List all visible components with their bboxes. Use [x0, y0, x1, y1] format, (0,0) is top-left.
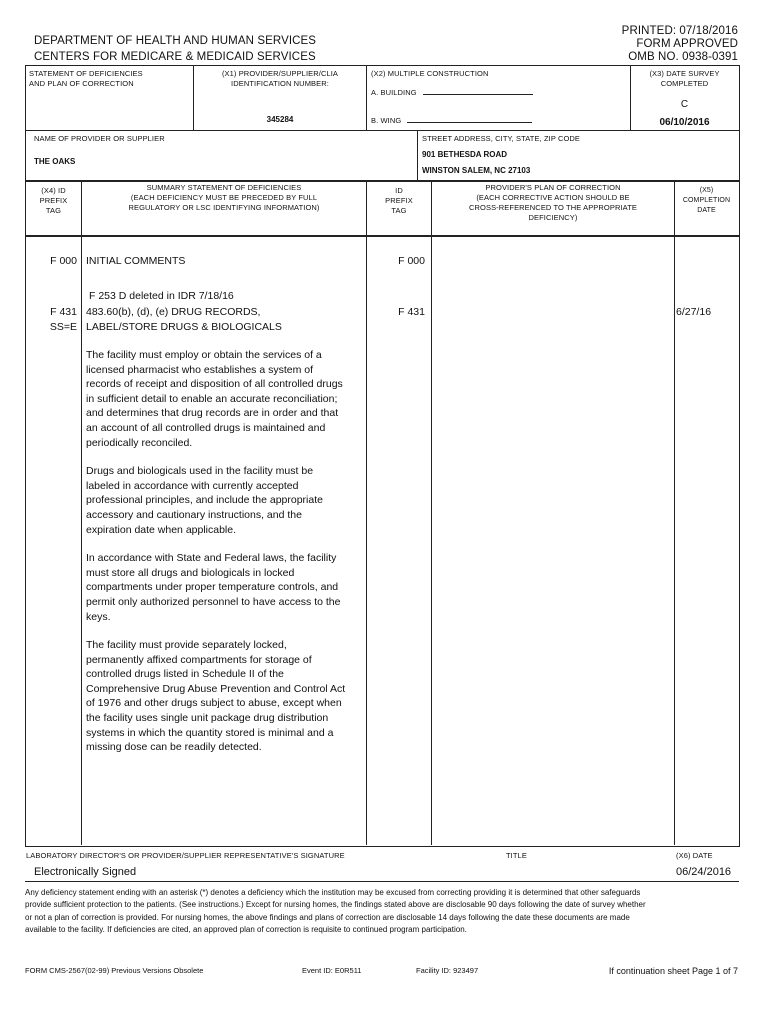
building-field — [371, 85, 533, 98]
signature-date-label: (X6) DATE — [676, 851, 713, 860]
provider-name-label: NAME OF PROVIDER OR SUPPLIER — [34, 134, 165, 143]
provider-id-label: (X1) PROVIDER/SUPPLIER/CLIA IDENTIFICATION NUMBER: — [221, 69, 339, 88]
event-id: Event ID: E0R511 — [302, 966, 362, 975]
deleted-note: F 253 D deleted in IDR 7/18/16 — [89, 290, 234, 302]
title-label: TITLE — [506, 851, 527, 860]
divider — [25, 130, 739, 131]
disclaimer: Any deficiency statement ending with an asterisk (*) denotes a deficiency which the institution may be excused from correcting providing it is determined that other safeguards provide sufficient protection to the patients. (See instructions.) Except for nursing homes, the findings stated above are disclosable 90 days following the date of survey whether or not a plan of correction is provided. For nursing homes, the above findings and plans of correction are disclosable 14 days following the date these documents are made available to the facility. If deficiencies are cited, an approved plan of correction is requisite to continued program participation. — [25, 888, 646, 934]
provider-name: THE OAKS — [34, 157, 76, 166]
wing-field — [371, 113, 532, 126]
facility-id: Facility ID: 923497 — [416, 966, 479, 975]
f431-completion-date: 6/27/16 — [676, 306, 712, 318]
form-number: FORM CMS-2567(02-99) Previous Versions Obsolete — [25, 966, 204, 975]
f431-tag: F 431 — [50, 306, 77, 318]
paragraph: Drugs and biologicals used in the facility must be labeled in accordance with currently accepted professional principles, and include the appropriate accessory and cautionary instructions, and the expiration date when applicable. — [86, 465, 323, 536]
address-label: STREET ADDRESS, CITY, STATE, ZIP CODE — [422, 134, 581, 143]
divider — [417, 130, 418, 180]
page-indicator: If continuation sheet Page 1 of 7 — [608, 966, 738, 976]
survey-date: 06/10/2016 — [659, 117, 710, 128]
f431-id: F 431 — [398, 306, 425, 318]
provider-id-value: 345284 — [266, 115, 294, 124]
wing-blank — [407, 113, 532, 123]
paragraph: The facility must employ or obtain the services of a licensed pharmacist who establishes a system of records of receipt and disposition of all controlled drugs in sufficient detail to enable an accurate reconciliation; and determines that drug records are in order and that an account of all controlled drugs is maintained and periodically reconciled. — [86, 349, 343, 449]
f000-id: F 000 — [398, 255, 425, 267]
paragraph: In accordance with State and Federal laws, the facility must store all drugs and biologicals in locked compartments under proper temperature controls, and permit only authorized personnel to have access to the keys. — [86, 552, 341, 623]
f431-title-line2: LABEL/STORE DRUGS & BIOLOGICALS — [86, 321, 282, 333]
department-line: DEPARTMENT OF HEALTH AND HUMAN SERVICES — [34, 35, 317, 47]
f000-tag: F 000 — [50, 255, 77, 267]
divider — [366, 65, 367, 131]
statement-label: STATEMENT OF DEFICIENCIES AND PLAN OF CORRECTION — [29, 69, 143, 88]
survey-letter: C — [680, 99, 689, 110]
signature-label: LABORATORY DIRECTOR'S OR PROVIDER/SUPPLIER REPRESENTATIVE'S SIGNATURE — [26, 851, 345, 860]
f431-title-line1: 483.60(b), (d), (e) DRUG RECORDS, — [86, 306, 261, 318]
building-label: A. BUILDING — [371, 88, 417, 97]
signature-date: 06/24/2016 — [676, 866, 732, 878]
completion-header: (X5) COMPLETION DATE — [682, 187, 731, 214]
building-blank — [423, 85, 533, 95]
printed-date: PRINTED: 07/18/2016 — [621, 25, 738, 37]
date-survey-label: (X3) DATE SURVEY COMPLETED — [649, 69, 720, 88]
paragraph: The facility must provide separately locked, permanently affixed compartments for storage of controlled drugs listed in Schedule II of the Comprehensive Drug Abuse Prevention and Control Act of 1976 and other drugs subject to abuse, except when the facility uses single unit package drug distribution systems in which the quantity stored is minimal and a missing dose can be readily detected. — [86, 639, 346, 754]
deficiency-text — [86, 348, 346, 769]
agency-line: CENTERS FOR MEDICARE & MEDICAID SERVICES — [34, 51, 316, 63]
form-approved: FORM APPROVED — [636, 38, 738, 50]
signature-value: Electronically Signed — [34, 866, 137, 878]
multiple-construction-label: (X2) MULTIPLE CONSTRUCTION — [371, 69, 489, 78]
summary-header: SUMMARY STATEMENT OF DEFICIENCIES (EACH DEFICIENCY MUST BE PRECEDED BY FULL REGULATORY OR LSC IDENTIFYING INFORMATION) — [128, 183, 320, 212]
city-state-zip: WINSTON SALEM, NC 27103 — [422, 166, 531, 175]
f431-scope-severity: SS=E — [49, 321, 77, 333]
id-header: ID PREFIX TAG — [385, 186, 413, 215]
street-address: 901 BETHESDA ROAD — [422, 150, 508, 159]
f000-title: INITIAL COMMENTS — [86, 255, 186, 267]
divider — [25, 881, 739, 882]
omb-number: OMB NO. 0938-0391 — [628, 51, 738, 63]
x4-header: (X4) ID PREFIX TAG — [39, 186, 68, 215]
plan-header: PROVIDER'S PLAN OF CORRECTION (EACH CORRECTIVE ACTION SHOULD BE CROSS-REFERENCED TO THE APPROPRIATE DEFICIENCY) — [469, 183, 637, 222]
wing-label: B. WING — [371, 116, 402, 125]
